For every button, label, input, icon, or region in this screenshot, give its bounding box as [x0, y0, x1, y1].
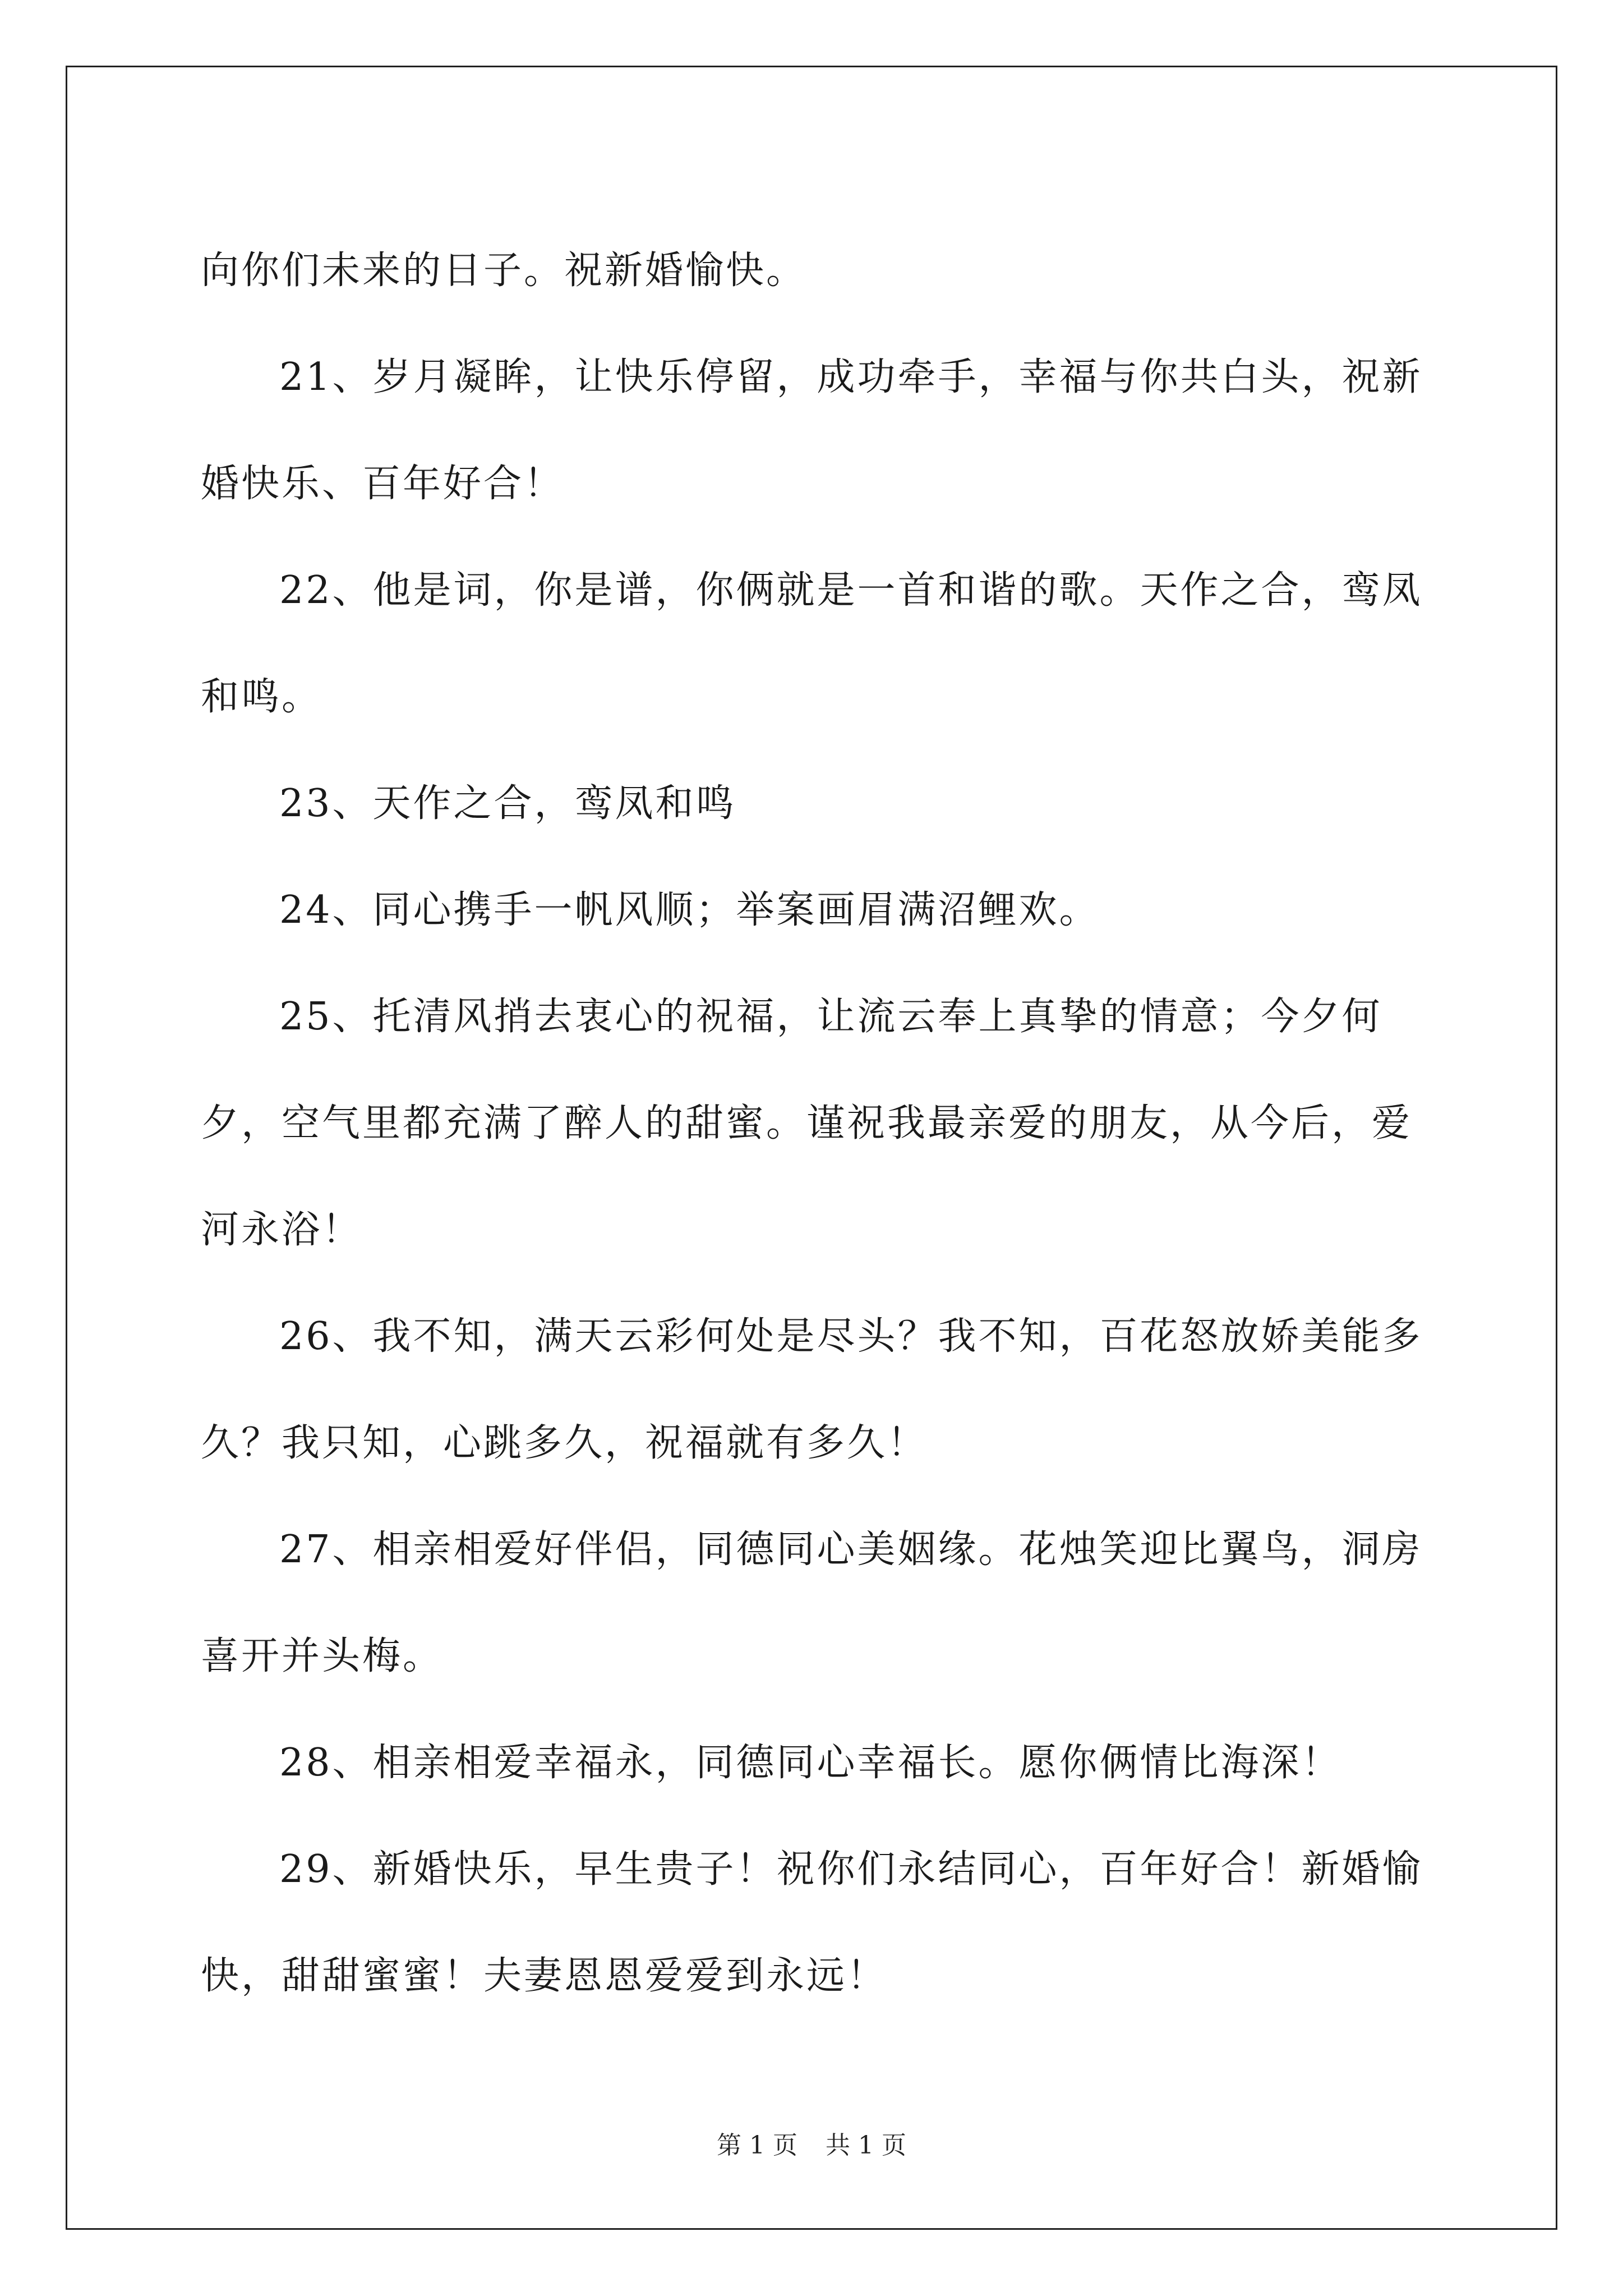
paragraph: 向你们未来的日子。祝新婚愉快。 — [201, 249, 807, 293]
page-number: 第 1 页 — [717, 2131, 797, 2160]
paragraph: 22、他是词，你是谱，你俩就是一首和谐的歌。天作之合，鸾凤和鸣。 — [201, 568, 1423, 719]
paragraph: 24、同心携手一帆风顺；举案画眉满沼鲤欢。 — [279, 888, 1100, 932]
page-footer — [0, 2125, 1623, 2161]
paragraph: 28、相亲相爱幸福永，同德同心幸福长。愿你俩情比海深！ — [279, 1741, 1342, 1785]
paragraph: 21、岁月凝眸，让快乐停留，成功牵手，幸福与你共白头，祝新婚快乐、百年好合！ — [201, 355, 1423, 506]
paragraph: 25、托清风捎去衷心的祝福，让流云奉上真挚的情意；今夕何夕，空气里都充满了醉人的甜蜜。谨祝我最亲爱的朋友，从今后，爱河永浴！ — [201, 995, 1413, 1252]
page-total: 共 1 页 — [826, 2131, 906, 2160]
paragraph: 26、我不知，满天云彩何处是尽头？我不知，百花怒放娇美能多久？我只知，心跳多久，祝福就有多久！ — [201, 1314, 1423, 1465]
paragraph: 23、天作之合，鸾凤和鸣 — [279, 781, 736, 826]
document-body — [201, 218, 1446, 2030]
paragraph: 29、新婚快乐，早生贵子！祝你们永结同心，百年好合！新婚愉快，甜甜蜜蜜！夫妻恩恩爱爱到永远！ — [201, 1847, 1423, 1998]
paragraph: 27、相亲相爱好伴侣，同德同心美姻缘。花烛笑迎比翼鸟，洞房喜开并头梅。 — [201, 1527, 1423, 1678]
